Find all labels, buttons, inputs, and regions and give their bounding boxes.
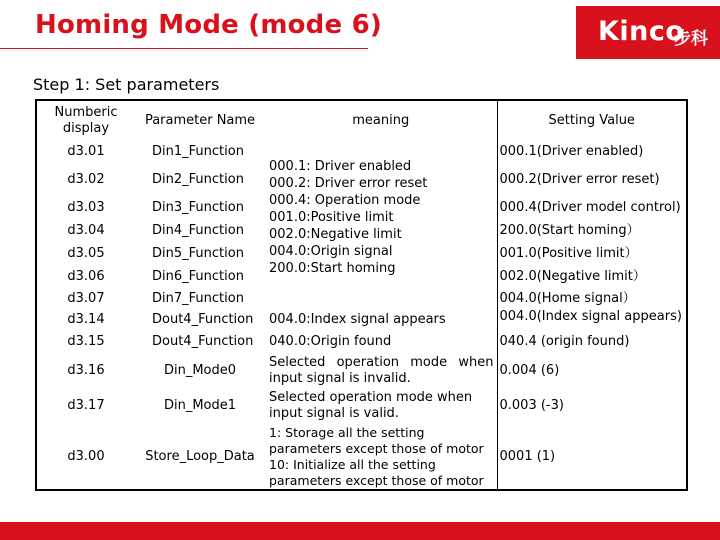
cell-name: Din3_Function <box>152 200 244 215</box>
logo <box>576 6 720 59</box>
cell-name: Dout4_Function <box>152 334 254 349</box>
cell-display: d3.17 <box>67 398 105 413</box>
logo-text: Kinco <box>598 16 685 47</box>
cell-value: 200.0(Start homing） <box>497 219 687 242</box>
cell-value: 000.2(Driver error reset) <box>497 163 687 197</box>
meaning-line: input signal is valid. <box>269 406 399 421</box>
cell-display: d3.06 <box>67 268 105 284</box>
cell-value: 0.004 (6) <box>497 353 687 388</box>
cell-meaning <box>265 388 497 424</box>
meaning-line: 000.2: Driver error reset <box>269 176 428 191</box>
table-row <box>36 424 687 490</box>
cell-value: 001.0(Positive limit） <box>497 242 687 265</box>
header-display-line1: Numberic <box>54 105 118 120</box>
cell-value: 002.0(Negative limit） <box>497 265 687 288</box>
meaning-line: 000.1: Driver enabled <box>269 159 412 174</box>
cell-display: d3.05 <box>67 245 105 261</box>
cell-name: Din7_Function <box>152 290 244 306</box>
meaning-line: parameters except those of motor <box>269 472 484 488</box>
cell-name: Dout4_Function <box>152 312 254 327</box>
meaning-line: 200.0:Start homing <box>269 261 396 276</box>
meaning-line: Selected operation mode when <box>269 390 473 405</box>
meaning-line: input signal is invalid. <box>269 370 411 386</box>
table-row <box>36 353 687 388</box>
cell-name: Din_Mode0 <box>163 362 237 378</box>
step-label: Step 1: Set parameters <box>33 75 220 94</box>
cell-display: d3.02 <box>67 172 105 187</box>
header-meaning: meaning <box>352 113 410 128</box>
cell-display: d3.14 <box>67 312 105 327</box>
header-display <box>36 100 135 141</box>
cell-name: Din4_Function <box>152 222 244 238</box>
cell-meaning: 040.0:Origin found <box>269 334 392 349</box>
table-row <box>36 141 687 163</box>
cell-display: d3.00 <box>67 448 105 464</box>
page-title: Homing Mode (mode 6) <box>35 10 382 40</box>
table-row <box>36 309 687 331</box>
cell-meaning <box>265 424 497 490</box>
cell-value: 004.0(Index signal appears) <box>497 309 687 331</box>
header-name: Parameter Name <box>144 113 256 128</box>
parameter-table <box>35 99 688 491</box>
cell-value: 000.1(Driver enabled) <box>497 141 687 163</box>
meaning-line: parameters except those of motor <box>269 440 484 456</box>
meaning-line: 10: Initialize all the setting <box>269 456 436 472</box>
table-row <box>36 331 687 353</box>
cell-display: d3.15 <box>67 334 105 349</box>
cell-meaning-din <box>265 141 497 309</box>
logo-cn-text: 步科 <box>674 29 708 49</box>
meaning-line: 001.0:Positive limit <box>269 210 394 225</box>
cell-display: d3.03 <box>67 200 105 215</box>
cell-name: Din1_Function <box>152 144 244 159</box>
cell-meaning <box>265 353 497 388</box>
cell-name: Din5_Function <box>152 245 244 261</box>
cell-value: 000.4(Driver model control) <box>497 197 687 219</box>
cell-display: d3.04 <box>67 222 105 238</box>
title-underline <box>0 48 368 49</box>
meaning-line: 1: Storage all the setting <box>269 424 425 440</box>
cell-value: 004.0(Home signal） <box>497 288 687 309</box>
cell-display: d3.16 <box>67 362 105 378</box>
cell-name: Din6_Function <box>152 268 244 284</box>
header-value: Setting Value <box>497 100 687 141</box>
meaning-line: 000.4: Operation mode <box>269 193 421 208</box>
cell-value: 0001 (1) <box>497 424 687 490</box>
cell-name: Din2_Function <box>152 172 244 187</box>
cell-name: Din_Mode1 <box>163 398 237 413</box>
meaning-line: Selected operation mode when <box>269 354 494 370</box>
table-header-row <box>36 100 687 141</box>
header-display-line2: display <box>62 121 110 136</box>
cell-display: d3.01 <box>67 144 105 159</box>
meaning-line: 004.0:Origin signal <box>269 244 393 259</box>
cell-value: 040.4 (origin found) <box>497 331 687 353</box>
meaning-line: 002.0:Negative limit <box>269 227 402 242</box>
cell-meaning: 004.0:Index signal appears <box>269 312 446 327</box>
bottom-bar <box>0 522 720 540</box>
cell-name: Store_Loop_Data <box>145 448 255 464</box>
cell-value: 0.003 (-3) <box>497 388 687 424</box>
table-row <box>36 388 687 424</box>
cell-display: d3.07 <box>67 290 105 306</box>
